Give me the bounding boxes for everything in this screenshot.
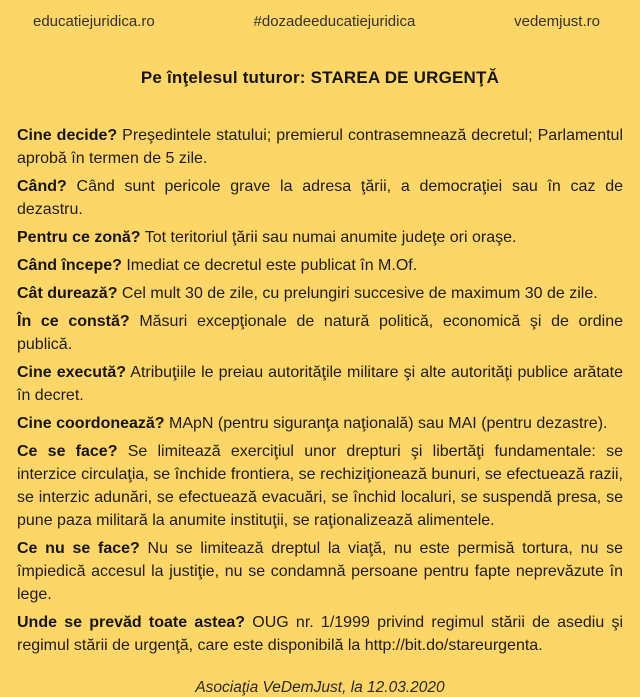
- qa-item-cand: [17, 175, 623, 221]
- qa-item-cine-coordoneaza: [17, 412, 623, 435]
- qa-item-cine-executa: [17, 361, 623, 407]
- qa-question: Cât durează?: [17, 285, 118, 302]
- qa-answer: Măsuri excepţionale de natură politică, economică şi de ordine publică.: [17, 313, 624, 353]
- qa-item-in-ce-consta: [17, 310, 623, 356]
- header: [0, 0, 640, 30]
- qa-answer: Imediat ce decretul este publicat în M.Of.: [126, 257, 418, 274]
- qa-answer: Se limitează exerciţiul unor drepturi şi libertăţi fundamentale: se interzice circulaţia, se închide frontiera, se rechiziţionează bunuri, se efectuează razii, se interzic adunări, se efectuează evacuări, se închid localuri, se suspendă presa, se pune paza militară la anumite instituţii, se raţionalizează alimentele.: [17, 443, 623, 529]
- qa-answer: Nu se limitează dreptul la viaţă, nu este permisă tortura, nu se împiedică accesul la justiţie, nu se condamnă persoane pentru fapte neprevăzute în lege.: [17, 540, 623, 603]
- qa-answer: MApN (pentru siguranţa naţională) sau MAI (pentru dezastre).: [169, 415, 608, 432]
- qa-answer: OUG nr. 1/1999 privind regimul stării de asediu şi regimul stării de urgenţă, care este disponibilă la http://bit.do/stareurgenta.: [17, 614, 624, 654]
- qa-question: Când?: [17, 178, 67, 195]
- qa-item-ce-se-face: [17, 440, 623, 532]
- footer-credit: Asociaţia VeDemJust, la 12.03.2020: [195, 679, 445, 696]
- qa-question: Unde se prevăd toate astea?: [17, 614, 246, 631]
- qa-item-cine-decide: [17, 124, 623, 170]
- page-title: Pe înţelesul tuturor: STAREA DE URGENŢĂ: [140, 68, 500, 87]
- qa-question: Cine coordonează?: [17, 415, 165, 432]
- qa-question: Cine execută?: [17, 364, 127, 381]
- qa-question: Cine decide?: [17, 127, 118, 144]
- header-left-site: educatiejuridica.ro: [33, 13, 155, 30]
- qa-question: Ce se face?: [17, 443, 118, 460]
- qa-item-pentru-ce-zona: [17, 226, 623, 249]
- header-right-site: vedemjust.ro: [514, 13, 600, 30]
- qa-item-unde-se-prevad: [17, 611, 623, 657]
- qa-question: Pentru ce zonă?: [17, 229, 141, 246]
- qa-answer: Când sunt pericole grave la adresa ţării, a democraţiei sau în caz de dezastru.: [17, 178, 623, 218]
- qa-answer: Tot teritoriul ţării sau numai anumite judeţe ori oraşe.: [144, 229, 517, 246]
- qa-item-ce-nu-se-face: [17, 537, 623, 606]
- qa-list: [0, 88, 640, 657]
- qa-answer: Cel mult 30 de zile, cu prelungiri succesive de maximum 30 de zile.: [121, 285, 598, 302]
- header-center-hashtag: #dozadeeducatiejuridica: [253, 13, 416, 30]
- qa-question: În ce constă?: [17, 313, 130, 330]
- qa-question: Când începe?: [17, 257, 122, 274]
- qa-answer: Atribuţiile le preiau autorităţile militare şi alte autorităţi publice arătate în decret.: [17, 364, 624, 404]
- qa-question: Ce nu se face?: [17, 540, 140, 557]
- qa-answer: Preşedintele statului; premierul contrasemnează decretul; Parlamentul aprobă în termen de 5 zile.: [17, 127, 623, 167]
- qa-item-cat-dureaza: [17, 282, 623, 305]
- qa-item-cand-incepe: [17, 254, 623, 277]
